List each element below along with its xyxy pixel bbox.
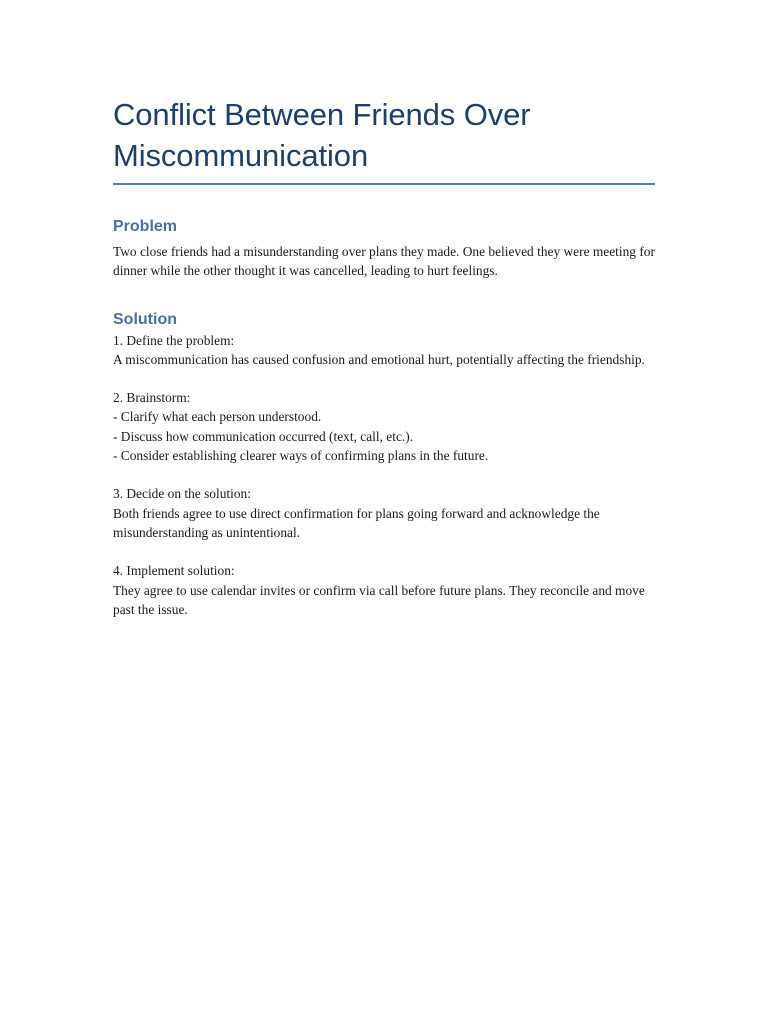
solution-step-2 bbox=[113, 388, 655, 465]
step-line: A miscommunication has caused confusion and emotional hurt, potentially affecting the friendship. bbox=[113, 351, 645, 367]
step-title: 1. Define the problem: bbox=[113, 332, 235, 348]
step-line: Both friends agree to use direct confirmation for plans going forward and acknowledge the misunderstanding as unintentional. bbox=[113, 505, 600, 540]
problem-heading: Problem bbox=[113, 218, 178, 235]
solution-step-1 bbox=[113, 331, 655, 370]
step-line: - Consider establishing clearer ways of confirming plans in the future. bbox=[113, 448, 489, 464]
step-title: 2. Brainstorm: bbox=[113, 390, 191, 406]
step-line: - Discuss how communication occurred (text, call, etc.). bbox=[113, 428, 414, 444]
problem-text: Two close friends had a misunderstanding over plans they made. One believed they were meeting for dinner while the other thought it was cancelled, leading to hurt feelings. bbox=[113, 244, 655, 279]
step-line: They agree to use calendar invites or confirm via call before future plans. They reconcile and move past the issue. bbox=[113, 582, 645, 617]
step-title: 3. Decide on the solution: bbox=[113, 486, 251, 502]
solution-steps bbox=[113, 331, 655, 620]
solution-step-4 bbox=[113, 561, 655, 619]
step-line: - Clarify what each person understood. bbox=[113, 409, 322, 425]
step-title: 4. Implement solution: bbox=[113, 563, 235, 579]
solution-heading: Solution bbox=[113, 310, 177, 328]
solution-step-3 bbox=[113, 484, 655, 542]
title-underline-divider bbox=[113, 183, 655, 185]
document-title: Conflict Between Friends Over Miscommunication bbox=[113, 97, 531, 173]
